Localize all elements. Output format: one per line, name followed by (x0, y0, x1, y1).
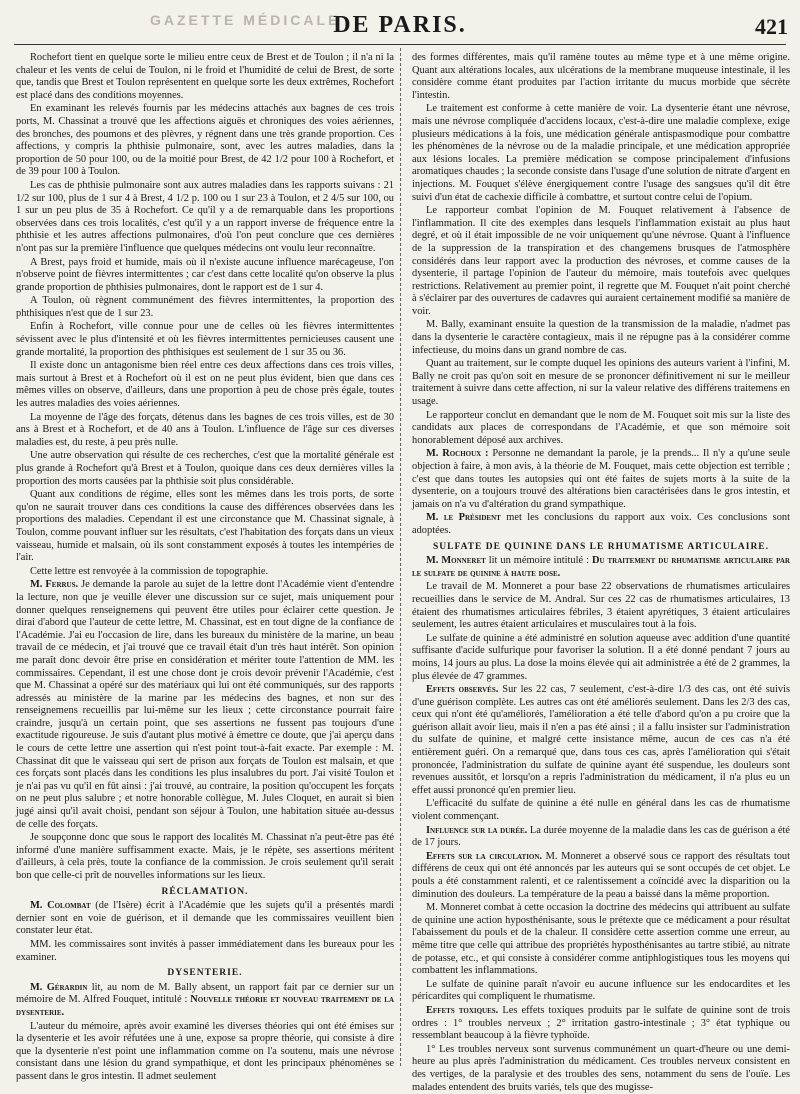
paragraph (412, 512, 790, 537)
speech-text: lit un mémoire intitulé : (485, 555, 592, 567)
paragraph (16, 579, 394, 831)
paragraph: En examinant les relevés fournis par les médecins attachés aux bagnes de ces trois ports, M. Chassinat a trouvé que les affections aiguës et chroniques des voies aériennes, des bronches, des poumons et des plèvres, y régnent dans une très grande proportion. Ces affections, y compris la phthisie pulmonaire, sont, avec les autres maladies, dans la proportion de 50 pour 100, ou de la moitié pour Brest, de 42 1/2 pour 100 à Rochefort, et de 39 pour 100 à Toulon. (16, 103, 394, 178)
paragraph: M. Monneret combat à cette occasion la doctrine des médecins qui attribuent au sulfate de quinine une action hyposthénisante, sous le prétexte que ce médicament a pour résultat l'abaissement du pouls et de la chaleur. Il considère cette assertion comme une erreur, au même titre que celle qui attribue des propriétés hyposthénisantes au tartre stibié, au nitrate de potasse, etc., et qui consiste à considérer comme antiphlogistiques tous les moyens qui combattent les inflammations. (412, 902, 790, 977)
header-rule (14, 44, 786, 45)
paragraph (412, 448, 790, 511)
speech-text: lit, au nom de M. Bally absent, un rapport fait par ce dernier sur un mémoire de M. Alfred Fouquet, intitulé : (16, 981, 394, 1006)
memoir-title: Nouvelle théorie et nouveau traitement de la dysenterie. (16, 994, 394, 1018)
speaker-name: M. le Président (426, 512, 501, 524)
paragraph: Une autre observation qui résulte de ces recherches, c'est que la mortalité générale est plus grande à Rochefort qu'à Brest et à Toulon, quoique dans ces deux dernières villes la proportion des morts causées par la phthisie soit plus considérable. (16, 450, 394, 487)
paragraph (412, 555, 790, 580)
paragraph: Le sulfate de quinine paraît n'avoir eu aucune influence sur les endocardites et les péricardites qui compliquent le rhumatisme. (412, 978, 790, 1003)
paragraph: Les cas de phthisie pulmonaire sont aux autres maladies dans les rapports suivans : 21 1/2 sur 100, plus de 1 sur 4 à Brest, 4 1/2 p. 100 ou 1 sur 23 à Toulon, et 2 4/5 sur 100, ou 1 sur un peu plus de 35 à Rochefort. Ce qu'il y a de remarquable dans les proportions observées dans ces trois localités, c'est qu'il y a un rapport inverse de fréquence entre la phthisie et les autres affections pulmonaires, d'où l'on peut conclure que ces dernières n'ont pas sur la première l'influence que quelques médecins ont voulu leur reconnaître. (16, 179, 394, 254)
paragraph: La moyenne de l'âge des forçats, détenus dans les bagnes de ces trois villes, est de 30 ans à Brest et à Rochefort, et de 40 ans à Toulon. L'influence de l'âge sur ces diverses maladies est, du reste, à peu près nulle. (16, 411, 394, 448)
paragraph: Quant aux conditions de régime, elles sont les mêmes dans les trois ports, de sorte qu'on ne saurait trouver dans ces conditions la cause des différences observées dans les proportions des maladies. Cependant il est une circonstance que M. Chassinat signale, à Toulon, comme pouvant influer sur les résultats, c'est l'habitation des forçats dans un vieux vaisseau, humide et malsain, où ils sont constamment exposés à toutes les intempéries de l'air. (16, 489, 394, 564)
paragraph: MM. les commissaires sont invités à passer immédiatement dans les bureaux pour les examiner. (16, 938, 394, 963)
speech-text: (de l'Isère) écrit à l'Académie que les sujets qu'il a présentés mardi dernier sont en voie de guérison, et il demande que les commissaires veuillent bien constater leur état. (16, 900, 394, 937)
speech-text: Je demande la parole au sujet de la lettre dont l'Académie vient d'entendre la lecture, non que je veuille élever une discussion sur ce sujet, mais uniquement pour donner quelques renseignemens qui peuvent être utiles pour éclairer cette question. Je dirai d'abord que l'auteur de cette lettre, M. Chassinat, est en tout digne de la confiance de l'Académie. J'ai eu l'occasion de lire, dans les bureaux du ministère de la marine, un beau travail de ce médecin, et j'ai trouvé que ce travail était d'un très haut intérêt. Son opinion me paraît donc devoir être prise en considération et mériter toute l'attention de MM. les commissaires. Cependant, il est une chose dont je crois devoir prévenir l'Académie, c'est que M. Chassinat a opéré sur des matériaux qui lui ont été communiqués, sur des rapports adressés au ministère de la marine par les médecins des bagnes, et non sur des renseignemens recueillis par lui-même sur les lieux ; cette circonstance pourrait faire craindre, jusqu'à un certain point, que ses assertions ne fussent pas toujours d'une exactitude rigoureuse. Je suis d'autant plus motivé à émettre ce doute, que j'ai aperçu dans le cours de cette lettre une assertion qui n'est point tout-à-fait exacte. Par exemple : M. Chassinat dit que le vaisseau qui sert de prison aux forçats de Toulon est malsain, et que ces forçats sont placés dans les conditions les plus insalubres du port. J'ai visité Toulon et je n'ai pas vu qu'il en fût ainsi : j'ai trouvé, au contraire, la position qu'occupent les forçats on ne peut plus salubre ; et notre honorable collègue, M. Jules Cloquet, en aurait si bien jugé ainsi qu'il avait choisi, pendant son séjour à Toulon, une habitation située au-dessus de celle des forçats. (16, 579, 394, 830)
paragraph: des formes différentes, mais qu'il ramène toutes au même type et à une même origine. Quant aux altérations locales, aux ulcérations de la membrane muqueuse intestinale, il les considère comme étant produites par l'action irritante du mucus morbide que sécrète l'intestin. (412, 52, 790, 101)
section-heading: RÉCLAMATION. (161, 886, 249, 897)
paragraph: L'efficacité du sulfate de quinine a été nulle en général dans les cas de rhumatisme violent commençant. (412, 798, 790, 823)
speaker-name: M. Monneret (426, 555, 486, 567)
paragraph: Rochefort tient en quelque sorte le milieu entre ceux de Brest et de Toulon ; il n'a ni la chaleur et les vents de celui de Toulon, ni le froid et l'humidité de celui de Brest, de sorte que, tandis que Brest et Toulon représentent en quelque sorte les deux extrêmes, Rochefort est placé dans des conditions moyennes. (16, 52, 394, 101)
column-divider (400, 48, 401, 1066)
bleed-through-title: GAZETTE MÉDICALE (150, 12, 341, 28)
paragraph: Le sulfate de quinine a été administré en solution aqueuse avec addition d'une quantité suffisante d'acide sulfurique pour favoriser la solution. Il a été donné pendant 7 jours au moins, 14 jours au plus. La dose la moins élevée qui ait administrée a été de 2 grammes, la plus élevée de 47 grammes. (412, 632, 790, 682)
body-text: Sur les 22 cas, 7 seulement, c'est-à-dire 1/3 des cas, ont été suivis d'une guérison complète. Les autres cas ont été améliorés seulement. Dans les 2/3 des cas, ceux qui n'ont été qu'améliorés, l'amélioration a été telle d'abord qu'on a pu croire que la guérison allait avoir lieu, mais il n'en a pas été ainsi ; il a fallu insister sur l'administration du sulfate de quinine, et malgré cette insistance même, aucun de ces cas n'a été entièrement guéri. On a remarqué que, dans tous ces cas, après l'amélioration qui s'était prononcée, l'administration du sulfate de quinine ayant été suspendue, les douleurs sont revenues aussitôt, et lorsqu'on a repris l'administration du médicament, il n'a plus eu un effet aussi prononcé qu'en premier lieu. (412, 684, 790, 796)
speech-text: met les conclusions du rapport aux voix. Ces conclusions sont adoptées. (412, 512, 790, 536)
paragraph: Enfin à Rochefort, ville connue pour une de celles où les fièvres intermittentes sévissent avec le plus d'intensité et où les fièvres intermittentes pernicieuses causent une grande mortalité, la proportion des phthisiques est seulement de 1 sur 35 ou 36. (16, 321, 394, 358)
paragraph (412, 1005, 790, 1043)
body-text: Les effets toxiques produits par le sulfate de quinine sont de trois ordres : 1° troubles nerveux ; 2° irritation gastro-intestinale ; 3° état typhique ou ressemblant beaucoup à la fièvre typhoïde. (412, 1004, 790, 1042)
paragraph (16, 900, 394, 938)
speaker-name: M. Gérardin (30, 981, 88, 993)
subsection-label: Effets observés. (426, 684, 499, 696)
paragraph: A Brest, pays froid et humide, mais où il n'existe aucune influence marécageuse, l'on n'observe point de fièvres intermittentes ; car c'est dans cette localité qu'on observe la plus grande proportion de phthisies pulmonaires, dont le rapport est de 1 sur 4. (16, 256, 394, 293)
paragraph (412, 851, 790, 901)
memoir-title: Du traitement du rhumatisme articulaire par le sulfate de quinine à haute dose. (412, 555, 790, 579)
speaker-name: M. Rochoux : (426, 448, 489, 460)
subsection-label: Effets toxiques. (426, 1004, 499, 1016)
paragraph: Cette lettre est renvoyée à la commission de topographie. (30, 565, 269, 577)
page-header (0, 0, 800, 44)
paragraph: Le traitement est conforme à cette manière de voir. La dysenterie étant une névrose, mais une névrose compliquée d'accidens locaux, c'est-à-dire une maladie complexe, exige plusieurs médications à la fois, une médication générale antispasmodique pour combattre les phénomènes de la névrose ou de la maladie principale, et une médication appropriée aux lésions locales. La première médication se compose principalement d'infusions aromatiques chaudes ; la seconde consiste dans l'usage d'une solution de nitrate d'argent en injections. M. Fouquet s'élève énergiquement contre l'usage des sangsues qu'il dit être suivi d'un état de cachexie difficile à combattre, et surtout contre celui de l'opium. (412, 103, 790, 203)
page-number: 421 (755, 14, 788, 39)
paragraph: 1° Les troubles nerveux sont survenus communément un quart-d'heure ou une demi-heure au plus après l'administration du médicament. Ces troubles nerveux consistent en des vertiges, de la paralysie et des troubles des sens, notamment du sens de l'ouïe. Les malades entendent des bruits variés, tels que des mugisse- (412, 1043, 790, 1093)
speech-text: Personne ne demandant la parole, je la prends... Il n'y a qu'une seule objection à faire, à mon avis, à la théorie de M. Fouquet, mais cette objection est terrible ; c'est que dans toutes les autopsies qui ont été faites de sujets morts à la suite de la dysenterie, on a toujours trouvé des altérations bien caractérisées dans le gros intestin, et jamais on n'a vu d'altération du grand sympathique. (412, 448, 790, 510)
subsection-label: Influence sur la durée. (426, 824, 528, 836)
paragraph (16, 982, 394, 1020)
paragraph (412, 825, 790, 850)
paragraph: Le rapporteur conclut en demandant que le nom de M. Fouquet soit mis sur la liste des candidats aux places de correspondans de l'Académie, et que son mémoire soit honorablement déposé aux archives. (412, 409, 790, 446)
speaker-name: M. Ferrus. (30, 579, 79, 591)
paragraph: Il existe donc un antagonisme bien réel entre ces deux affections dans ces trois villes, mais surtout à Brest et à Rochefort où il est on ne peut plus évident, bien que dans ces mêmes villes on observe, d'ailleurs, dans une proportion à peu de chose près égale, toutes les autres maladies des voies aériennes. (16, 360, 394, 410)
paragraph: M. Bally, examinant ensuite la question de la transmission de la maladie, n'admet pas dans la dysenterie le caractère contagieux, mais il ne répugne pas à la considérer comme infectieuse, du moins dans un grand nombre de cas. (412, 319, 790, 356)
paragraph: Quant au traitement, sur le compte duquel les opinions des auteurs varient à l'infini, M. Bally ne croit pas qu'on soit en mesure de se prononcer définitivement ni sur le meilleur traitement à suivre dans cette affection, ni sur la valeur relative des différens traitemens en usage. (412, 358, 790, 408)
speaker-name: M. Colombat (30, 900, 91, 912)
body-text: M. Monneret a observé sous ce rapport des résultats tout différens de ceux qui ont été annoncés par les auteurs qui se sont occupés de cet objet. Le pouls a été constamment ralenti, et ce ralentissement a coïncidé avec la disparition ou la diminution des douleurs. La température de la peau a baissé dans la même proportion. (412, 850, 791, 900)
body-text: La durée moyenne de la maladie dans les cas de guérison a été de 17 jours. (412, 824, 790, 849)
right-column (412, 52, 791, 1093)
paragraph: Je soupçonne donc que sous le rapport des localités M. Chassinat n'a peut-être pas été informé d'une manière suffisamment exacte. Mais, je le répète, ses assertions méritent d'ailleurs, à cela près, toute la confiance de la commission. Je crois seulement qu'il serait bon que celle-ci prît de nouvelles informations sur les lieux. (16, 832, 394, 881)
running-title: DE PARIS. (333, 12, 467, 38)
paragraph (412, 684, 790, 797)
left-column (16, 52, 394, 1082)
paragraph: A Toulon, où règnent communément des fièvres intermittentes, la proportion des phthisiques n'est que de 1 sur 23. (16, 295, 394, 319)
paragraph: Le rapporteur combat l'opinion de M. Fouquet relativement à l'absence de l'inflammation. Il cite des exemples dans lesquels l'inflammation existait au plus haut degré, et où il était impossible de ne voir uniquement qu'une névrose. Quant à l'influence de la suppression de la transpiration et des changemens brusques de l'atmosphère considérés dans leur rapport avec la production des névroses, et comme causes de la dysenterie, il partage l'opinion de l'auteur du mémoire, mais toutefois avec quelques restrictions. Relativement au premier point, il regrette que M. Fouquet n'ait point cherché à s'éclairer par des ouvertures de cadavres qui auraient certainement modifié sa manière de voir. (412, 205, 790, 317)
subsection-label: Effets sur la circulation. (426, 850, 543, 862)
section-heading: DYSENTERIE. (167, 968, 243, 979)
section-heading: SULFATE DE QUININE DANS LE RHUMATISME ARTICULAIRE. (432, 541, 770, 552)
paragraph: Le travail de M. Monneret a pour base 22 observations de rhumatismes articulaires recueillies dans le service de M. Andral. Sur ces 22 cas de rhumatismes articulaires, 13 étaient des rhumatismes articulaires fébriles, 3 étaient apyrétiques, 3 étaient articulaires seulement, les autres étaient articulaires et musculaires tout à la fois. (412, 581, 790, 631)
paragraph: L'auteur du mémoire, après avoir examiné les diverses théories qui ont été émises sur la dysenterie et les avoir réfutées une à une, expose sa propre théorie, qui consiste à dire que la dysenterie n'est point une inflammation comme on l'a soutenu, mais une névrose consistant dans une lésion du grand sympathique, et dont les principaux phénomènes se passent dans le gros intestin. Il admet seulement (16, 1020, 394, 1082)
